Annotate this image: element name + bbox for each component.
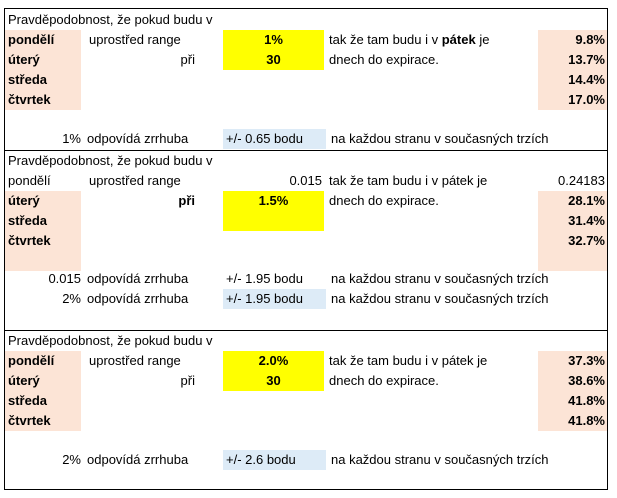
range-label: uprostřed range <box>89 353 181 368</box>
day-label-ctvrtek[interactable]: čtvrtek <box>5 90 81 110</box>
footer-label: odpovídá zrrhuba <box>87 452 189 467</box>
probability-value[interactable]: 28.1% <box>538 191 607 211</box>
footer-points[interactable]: +/- 0.65 bodu <box>223 129 326 149</box>
probability-block-1 <box>4 8 608 151</box>
friday-text: tak že tam budu i v pátek je <box>329 353 488 368</box>
probability-value[interactable]: 41.8% <box>538 391 607 411</box>
friday-text-end: je <box>475 32 490 47</box>
probability-column-fill <box>538 251 607 271</box>
probability-block-3 <box>4 330 608 490</box>
range-input[interactable]: 0.015 <box>289 173 322 188</box>
friday-text <box>327 30 537 50</box>
expiry-text: dnech do expirace. <box>329 373 439 388</box>
footer-label: odpovídá zrrhuba <box>87 291 189 306</box>
days-input[interactable]: 1.5% <box>223 191 324 211</box>
footer-text: na každou stranu v současných trzích <box>331 271 549 286</box>
probability-value[interactable]: 32.7% <box>538 231 607 251</box>
expiry-text: dnech do expirace. <box>329 193 439 208</box>
days-input[interactable]: 30 <box>223 371 324 391</box>
footer-percent[interactable]: 2% <box>62 452 81 467</box>
footer-points[interactable]: +/- 1.95 bodu <box>223 289 326 309</box>
footer-percent[interactable]: 2% <box>62 291 81 306</box>
day-label-streda[interactable]: středa <box>5 70 81 90</box>
day-label-streda[interactable]: středa <box>5 391 81 411</box>
day-label-pondeli[interactable]: pondělí <box>5 351 81 371</box>
probability-value[interactable]: 41.8% <box>538 411 607 431</box>
pri-label: při <box>178 193 195 208</box>
footer-label: odpovídá zrrhuba <box>87 271 189 286</box>
probability-value[interactable]: 9.8% <box>538 30 607 50</box>
block-title: Pravděpodobnost, že pokud budu v <box>8 333 213 348</box>
footer-text: na každou stranu v současných trzích <box>331 131 549 146</box>
footer-points[interactable]: +/- 2.6 bodu <box>223 450 326 470</box>
footer-text: na každou stranu v současných trzích <box>331 452 549 467</box>
days-input-extension <box>223 211 324 231</box>
day-label-utery[interactable]: úterý <box>5 50 81 70</box>
probability-block-2 <box>4 150 608 331</box>
footer-percent[interactable]: 0.015 <box>48 271 81 286</box>
range-input[interactable]: 1% <box>223 30 324 50</box>
friday-text-part: tak že tam budu i v <box>329 32 442 47</box>
day-label-ctvrtek[interactable]: čtvrtek <box>5 231 81 251</box>
day-label-utery[interactable]: úterý <box>5 371 81 391</box>
expiry-text: dnech do expirace. <box>329 52 439 67</box>
pri-label: při <box>180 52 195 67</box>
range-label: uprostřed range <box>89 32 181 47</box>
probability-value[interactable]: 37.3% <box>538 351 607 371</box>
day-label-ctvrtek[interactable]: čtvrtek <box>5 411 81 431</box>
pri-label: při <box>180 373 195 388</box>
day-label-streda[interactable]: středa <box>5 211 81 231</box>
friday-text: tak že tam budu i v pátek je <box>329 173 488 188</box>
footer-label: odpovídá zrrhuba <box>87 131 189 146</box>
probability-value[interactable]: 38.6% <box>538 371 607 391</box>
range-input[interactable]: 2.0% <box>223 351 324 371</box>
day-column-fill <box>5 251 81 271</box>
block-title: Pravděpodobnost, že pokud budu v <box>8 153 213 168</box>
friday-text-bold: pátek <box>441 32 476 47</box>
range-label: uprostřed range <box>89 173 181 188</box>
day-label-pondeli[interactable]: pondělí <box>5 30 81 50</box>
probability-value[interactable]: 31.4% <box>538 211 607 231</box>
probability-value[interactable]: 13.7% <box>538 50 607 70</box>
footer-text: na každou stranu v současných trzích <box>331 291 549 306</box>
days-input[interactable]: 30 <box>223 50 324 70</box>
footer-percent[interactable]: 1% <box>62 131 81 146</box>
probability-value[interactable]: 17.0% <box>538 90 607 110</box>
probability-value[interactable]: 0.24183 <box>558 173 605 188</box>
probability-value[interactable]: 14.4% <box>538 70 607 90</box>
day-label-utery[interactable]: úterý <box>5 191 81 211</box>
day-label-pondeli[interactable]: pondělí <box>8 173 51 188</box>
footer-points[interactable]: +/- 1.95 bodu <box>226 271 303 286</box>
block-title: Pravděpodobnost, že pokud budu v <box>8 12 213 27</box>
